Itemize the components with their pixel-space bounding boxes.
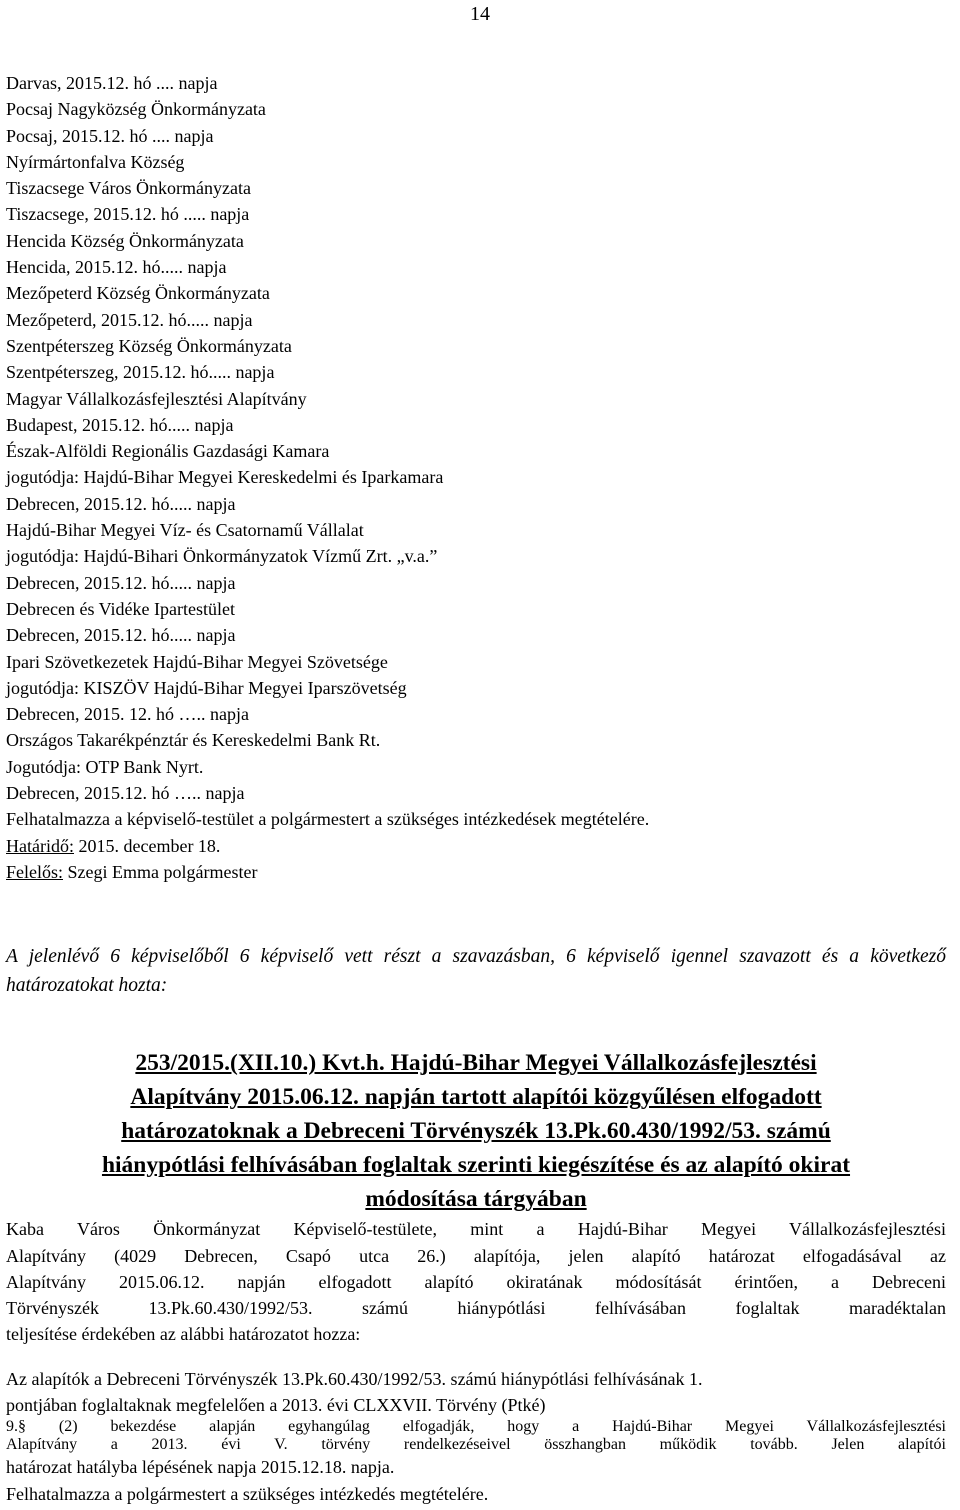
body-line: Kaba Város Önkormányzat Képviselő-testülete, mint a Hajdú-Bihar Megyei Vállalkozásfejlesztési [6, 1219, 946, 1240]
list-line: Debrecen, 2015.12. hó..... napja [6, 493, 236, 514]
responsible-line [6, 859, 946, 885]
signature-list [6, 70, 946, 885]
list-line: Debrecen, 2015.12. hó ….. napja [6, 783, 245, 804]
list-line: Tiszacsege, 2015.12. hó ..... napja [6, 204, 250, 225]
document-body [6, 70, 946, 1507]
list-line: Debrecen, 2015. 12. hó ….. napja [6, 704, 249, 725]
resolution-decision [6, 1366, 946, 1507]
heading-line: határozatoknak a Debreceni Törvényszék 13.Pk.60.430/1992/53. számú [121, 1118, 831, 1145]
list-line: Szentpéterszeg, 2015.12. hó..... napja [6, 362, 275, 383]
list-line: jogutódja: Hajdú-Bihar Megyei Kereskedelmi és Iparkamara [6, 467, 444, 488]
heading-line: hiánypótlási felhívásában foglaltak szerinti kiegészítése és az alapító okirat [101, 1152, 851, 1179]
list-line: Pocsaj Nagyközség Önkormányzata [6, 99, 266, 120]
list-line: Mezőpeterd, 2015.12. hó..... napja [6, 309, 253, 330]
list-line: Budapest, 2015.12. hó..... napja [6, 414, 234, 435]
decision-line: 9.§ (2) bekezdése alapján egyhangúlag elfogadják, hogy a Hajdú-Bihar Megyei Vállalkozásfejlesztési [6, 1418, 946, 1436]
list-line: Észak-Alföldi Regionális Gazdasági Kamara [6, 441, 330, 462]
list-line: Nyírmártonfalva Község [6, 151, 185, 172]
decision-line: Az alapítók a Debreceni Törvényszék 13.Pk.60.430/1992/53. számú hiánypótlási felhívásának 1. [6, 1368, 703, 1389]
list-line: Debrecen és Vidéke Ipartestület [6, 598, 235, 619]
list-line: Jogutódja: OTP Bank Nyrt. [6, 756, 204, 777]
body-line: Alapítvány 2015.06.12. napján elfogadott alapító okiratának módosítását érintően, a Debreceni [6, 1271, 946, 1292]
list-line: Országos Takarékpénztár és Kereskedelmi Bank Rt. [6, 730, 381, 751]
deadline-label: Határidő: [6, 835, 74, 856]
decision-line: határozat hatályba lépésének napja 2015.12.18. napja. [6, 1457, 395, 1478]
list-line: Debrecen, 2015.12. hó..... napja [6, 572, 236, 593]
list-line: Hencida Község Önkormányzata [6, 230, 244, 251]
list-line: Mezőpeterd Község Önkormányzata [6, 283, 270, 304]
page-number: 14 [470, 3, 490, 25]
list-line: Magyar Vállalkozásfejlesztési Alapítvány [6, 388, 307, 409]
list-line: jogutódja: KISZÖV Hajdú-Bihar Megyei Iparszövetség [6, 677, 407, 698]
responsible-value: Szegi Emma polgármester [63, 861, 258, 882]
list-line: Szentpéterszeg Község Önkormányzata [6, 335, 292, 356]
list-line: Darvas, 2015.12. hó .... napja [6, 73, 218, 93]
body-line: teljesítése érdekében az alábbi határozatot hozza: [6, 1324, 361, 1345]
list-line: Debrecen, 2015.12. hó..... napja [6, 625, 236, 646]
heading-line: módosítása tárgyában [365, 1186, 587, 1213]
list-line: Hencida, 2015.12. hó..... napja [6, 257, 227, 278]
deadline-value: 2015. december 18. [73, 835, 221, 856]
list-line: Hajdú-Bihar Megyei Víz- és Csatornamű Vállalat [6, 520, 364, 541]
decision-line: pontjában foglaltaknak megfelelően a 2013. évi CLXXVII. Törvény (Ptké) [6, 1394, 546, 1415]
list-line: Pocsaj, 2015.12. hó .... napja [6, 125, 214, 146]
decision-line: Alapítvány a 2013. évi V. törvény rendelkezéseivel összhangban működik tovább. Jelen alapítói [6, 1436, 946, 1454]
deadline-line [6, 833, 946, 859]
body-line: Törvényszék 13.Pk.60.430/1992/53. számú hiánypótlási felhívásában foglaltak maradéktalan [6, 1298, 946, 1319]
body-line: Alapítvány (4029 Debrecen, Csapó utca 26.) alapítója, jelen alapító határozat elfogadásával az [6, 1245, 946, 1266]
decision-line: Felhatalmazza a polgármestert a szükséges intézkedés megtételére. [6, 1483, 489, 1504]
heading-line: 253/2015.(XII.10.) Kvt.h. Hajdú-Bihar Megyei Vállalkozásfejlesztési [135, 1050, 817, 1077]
list-line: Tiszacsege Város Önkormányzata [6, 178, 251, 199]
list-line: jogutódja: Hajdú-Bihari Önkormányzatok Vízmű Zrt. „v.a.” [6, 546, 438, 567]
authorization-line: Felhatalmazza a képviselő-testület a polgármestert a szükséges intézkedések megtételére. [6, 809, 650, 830]
vote-statement: A jelenlévő 6 képviselőből 6 képviselő vett részt a szavazásban, 6 képviselő igennel szavazott és a következő határozatokat hozta: [6, 946, 946, 997]
heading-line: Alapítvány 2015.06.12. napján tartott alapítói közgyűlésen elfogadott [130, 1084, 822, 1111]
list-line: Ipari Szövetkezetek Hajdú-Bihar Megyei Szövetsége [6, 651, 388, 672]
resolution-body [6, 1216, 946, 1347]
resolution-heading [6, 1046, 946, 1216]
responsible-label: Felelős: [6, 861, 63, 882]
